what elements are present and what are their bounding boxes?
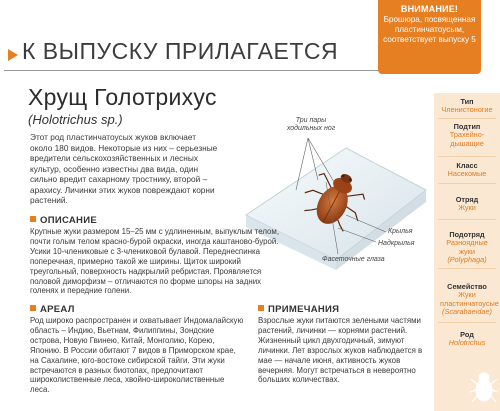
- label-elytra: Надкрылья: [378, 240, 415, 247]
- taxon-suborder: Подотряд Разноядные жуки (Polyphaga): [446, 230, 488, 265]
- notes-heading: ПРИМЕЧАНИЯ: [258, 304, 339, 315]
- intro-paragraph: Этот род пластинчатоусых жуков включает около 180 видов. Некоторые из них – серьезные вредители сельскохозяйственных и лесных культур, особенно известны два вида, один сильно вредит сахарному тростнику, второй – арахису. Личинки этих жуков повреждают корни растений.: [30, 132, 218, 205]
- species-latin-name: (Holotrichus sp.): [28, 112, 123, 127]
- square-bullet-icon: [258, 305, 264, 311]
- sidebar-divider: [438, 118, 496, 119]
- description-heading: ОПИСАНИЕ: [30, 215, 97, 226]
- chevron-right-icon: [6, 48, 20, 62]
- taxon-class: Класс Насекомые: [447, 161, 487, 178]
- sidebar-divider: [438, 156, 496, 157]
- taxon-subtype: Подтип Трахейно-дышащие: [449, 122, 485, 148]
- square-bullet-icon: [30, 216, 36, 222]
- beetle-silhouette-icon: [470, 368, 498, 406]
- label-wings: Крылья: [388, 228, 413, 235]
- section-header-title: К ВЫПУСКУ ПРИЛАГАЕТСЯ: [22, 38, 339, 64]
- sidebar-divider: [438, 268, 496, 269]
- taxon-family: Семейство Жуки пластинчатоусые (Scarabaeidae): [440, 282, 499, 317]
- range-heading: АРЕАЛ: [30, 304, 75, 315]
- sidebar-divider: [438, 219, 496, 220]
- notice-body: Брошюра, посвященная пластинчатоусым, соответствует выпуску 5: [383, 15, 476, 44]
- species-name: Хрущ Голотрихус: [28, 84, 217, 110]
- sidebar-divider: [438, 183, 496, 184]
- sidebar-divider: [438, 322, 496, 323]
- taxon-order: Отряд Жуки: [455, 195, 479, 212]
- range-text: Род широко распространен и охватывает Индомалайскую область – Индию, Вьетнам, Филиппины, Зондские острова, Новую Гвинею, Китай, Монголию, Корею, Японию. В России обитают 7 видов в Приморском крае, на Сахалине, юго-востоке сибирской тайги. Эти жуки встречаются в разных биотопах, предпочитают широколиственные леса, хвойно-широколиственные леса.: [30, 316, 244, 395]
- header-divider: [4, 70, 384, 71]
- label-eyes: Фасеточные глаза: [322, 256, 385, 263]
- notice-heading: ВНИМАНИЕ!: [400, 4, 459, 14]
- label-legs: Три пары ходильных ног: [286, 117, 336, 132]
- description-text: Крупные жуки размером 15–25 мм с удлиненным, выпуклым телом, почти голым телом красно-бурой окраски, иногда каштаново-бурой. Усики 10-члениковые с 3-члениковой булавой. Переднеспинка поперечная, примерно такой же ширины. Щиток широкий треугольный, поверхность надкрылий ребристая. Проявляется половой диморфизм – отличаются по форме шпоры на задних голенях и передние голени.: [30, 227, 280, 296]
- taxon-type: Тип Членистоногие: [441, 97, 493, 114]
- notes-text: Взрослые жуки питаются зелеными частями растений, личинки — корнями растений. Жизненный цикл двухгодичный, зимуют личинки. Лет взрослых жуков наблюдается в мае — начале июня, активность жуков вечерняя. Могут встречаться в невероятно больших количествах.: [258, 316, 423, 385]
- notice-box: [378, 0, 481, 74]
- square-bullet-icon: [30, 305, 36, 311]
- taxon-genus: Род Holotrichus: [448, 330, 486, 347]
